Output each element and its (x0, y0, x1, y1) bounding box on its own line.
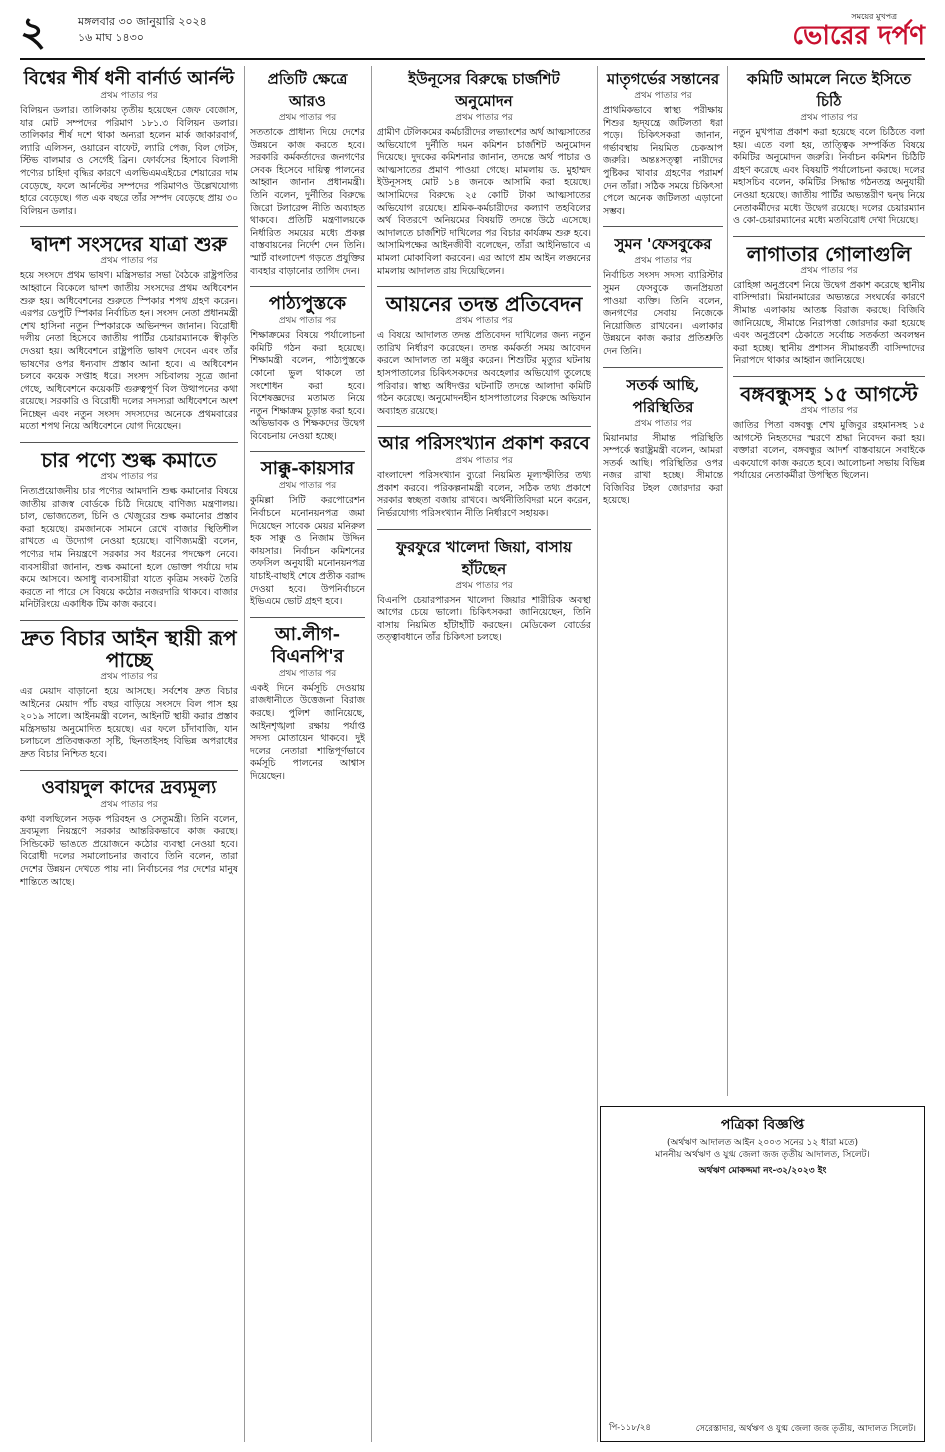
logo-tagline: সময়ের মুখপত্র (851, 12, 897, 21)
continued-label: প্রথম পাতার পর (455, 316, 513, 327)
article-suman (603, 233, 723, 358)
continued-label: প্রথম পাতার পর (455, 456, 513, 467)
continued-label: প্রথম পাতার পর (634, 418, 692, 429)
headline: মাতৃগর্ভের সন্তানের (606, 70, 720, 88)
continued-label: প্রথম পাতার পর (278, 316, 337, 327)
article-body: কথা বলছিলেন সড়ক পরিবহন ও সেতুমন্ত্রী। তিনি বলেন, দ্রব্যমূল্য নিয়ন্ত্রণে সরকার আন্তরিকভাবে কাজ করছে। সিন্ডিকেট ভাঙতে প্রয়োজনে কঠোর ব্যবস্থা নেওয়া হবে। বিরোধী দলের সমালোচনার জবাবে তিনি বলেন, তারা দেশের উন্নয়ন দেখতে পায় না। নির্বাচনের পর দেশের মানুষ শান্তিতে আছে। (20, 813, 238, 888)
divider (20, 620, 238, 621)
continued-label: প্রথম পাতার পর (800, 113, 858, 123)
continued-label: প্রথম পাতার পর (100, 672, 158, 682)
divider (733, 236, 925, 237)
newspaper-logo (792, 12, 925, 51)
headline: দ্রুত বিচার আইন স্থায়ী রূপ পাচ্ছে (21, 626, 237, 672)
continued-label: প্রথম পাতার পর (455, 113, 513, 123)
headline: বঙ্গবন্ধুসহ ১৫ আগস্টে (740, 381, 918, 406)
headline: আর পরিসংখ্যান প্রকাশ করবে (378, 433, 590, 455)
masthead (20, 10, 925, 60)
headline: লাগাতার গোলাগুলি (746, 241, 912, 266)
divider (250, 286, 365, 287)
divider (377, 426, 591, 427)
article-committee (733, 68, 925, 228)
column-4 (603, 66, 723, 1096)
article-body: নির্বাচিত সংসদ সদস্য ব্যারিস্টার সুমন ফেসবুকে জনপ্রিয়তা পাওয়া ব্যক্তি। তিনি বলেন, জনগণের সেবায় নিজেকে নিয়োজিত রাখবেন। এলাকার উন্নয়নে কাজ করার প্রতিশ্রুতি দেন তিনি। (603, 270, 723, 357)
column-rule (597, 66, 598, 1442)
headline: সাক্কু-কায়সার (260, 458, 355, 480)
headline: আ.লীগ-বিএনপি'র (271, 623, 344, 667)
date-bengali: ১৬ মাঘ ১৪৩০ (78, 31, 144, 44)
notice-title: পত্রিকা বিজ্ঞপ্তি (720, 1117, 805, 1133)
notice-reference: পি-১১৮/২৪ (609, 1423, 651, 1433)
notice-court: মাননীয় অর্থঋণ ও যুগ্ম জেলা জজ তৃতীয় আদালত, সিলেট। (655, 1150, 870, 1160)
article-body: সততাকে প্রাধান্য দিয়ে দেশের উন্নয়নে কাজ করতে হবে। সরকারি কর্মকর্তাদের জনগণের সেবক হিসেবে দায়িত্ব পালনের আহ্বান জানান প্রধানমন্ত্রী। তিনি বলেন, দুর্নীতির বিরুদ্ধে জিরো টলারেন্স নীতি অব্যাহত থাকবে। প্রতিটি মন্ত্রণালয়কে নির্ধারিত সময়ের মধ্যে প্রকল্প বাস্তবায়নের নির্দেশ দেন তিনি। স্মার্ট বাংলাদেশ গড়তে প্রযুক্তির ব্যবহার বাড়ানোর তাগিদ দেন। (250, 127, 365, 277)
continued-label: প্রথম পাতার পর (100, 256, 158, 267)
continued-label: প্রথম পাতার পর (455, 580, 513, 591)
article-body: কুমিল্লা সিটি করপোরেশন নির্বাচনে মনোনয়নপত্র জমা দিয়েছেন সাবেক মেয়র মনিরুল হক সাক্কু ও নিজাম উদ্দিন কায়সার। নির্বাচন কমিশনের তফসিল অনুযায়ী মনোনয়নপত্র যাচাই-বাছাই শেষে প্রতীক বরাদ্দ দেওয়া হবে। উপনির্বাচনে ইভিএমে ভোট গ্রহণ হবে। (250, 495, 365, 608)
article-four-products (20, 449, 238, 612)
article-body: বিলিয়ন ডলার। তালিকায় তৃতীয় হয়েছেন জেফ বেজোস, যার মোট সম্পদের পরিমাণ ১৮১.৩ বিলিয়ন ডলার। তালিকার শীর্ষ দশে থাকা অন্যরা হলেন মার্ক জাকারবার্গ, ল্যারি এলিসন, ওয়ারেন বাফেট, ল্যারি পেজ, বিল গেটস, স্টিভ বালমার ও সের্গেই ব্রিন। ফোর্বসের হিসাবে বিলাসী পণ্যের চাহিদা বৃদ্ধির কারণে এলভিএমএইচের শেয়ারের দাম বেড়েছে, ফলে আর্নল্টের সম্পদের পরিমাণও উল্লেখযোগ্য হারে বেড়েছে। গত এক বছরে তাঁর সম্পদ বেড়েছে প্রায় ৩০ বিলিয়ন ডলার। (20, 105, 238, 217)
article-textbook (250, 293, 365, 443)
column-3 (377, 66, 591, 1442)
article-speedy-trial (20, 627, 238, 762)
article-bernard (20, 68, 238, 218)
continued-label: প্রথম পাতার পর (100, 799, 158, 810)
continued-label: প্রথম পাতার পর (800, 265, 858, 276)
article-parliament (20, 233, 238, 434)
divider (250, 617, 365, 618)
divider (733, 376, 925, 377)
column-2 (250, 66, 365, 1442)
article-body: এর মেয়াদ বাড়ানো হয়ে আসছে। সর্বশেষ দ্রুত বিচার আইনের মেয়াদ পাঁচ বছর বাড়িয়ে সংসদে বিল পাস হয় ২০১৯ সালে। আইনমন্ত্রী বলেন, আইনটি স্থায়ী করার প্রস্তাব মন্ত্রিসভায় অনুমোদিত হয়েছে। এর ফলে চাঁদাবাজি, যান চলাচলে প্রতিবন্ধকতা সৃষ্টি, ছিনতাইসহ বিভিন্ন অপরাধের দ্রুত বিচার নিশ্চিত হবে। (20, 686, 238, 760)
date-lines (78, 14, 207, 46)
article-body: নতুন মুখপাত্র প্রকাশ করা হয়েছে বলে চিঠিতে বলা হয়। এতে বলা হয়, তাত্ত্বিক সম্পর্কিত বিষয়ে কমিটির অনুমোদন জরুরি। নির্বাচন কমিশন চিঠিটি গ্রহণ করেছে এবং বিষয়টি পর্যালোচনা করছে। দলের মহাসচিব বলেন, কমিটির সিদ্ধান্ত গঠনতন্ত্র অনুযায়ী নেওয়া হয়েছে। জাতীয় পার্টির অভ্যন্তরীণ দ্বন্দ্ব নিয়ে নেতাকর্মীদের মধ্যে উদ্বেগ রয়েছে। দলের চেয়ারম্যান ও কো-চেয়ারম্যানের মধ্যে মতবিরোধ দেখা দিয়েছে। (733, 127, 925, 227)
article-sakku (250, 458, 365, 608)
column-5 (733, 66, 925, 1096)
headline: সতর্ক আছি, পরিস্থিতির (626, 375, 700, 416)
divider (250, 451, 365, 452)
article-body: জাতির পিতা বঙ্গবন্ধু শেখ মুজিবুর রহমানসহ ১৫ আগস্টে নিহতদের স্মরণে শ্রদ্ধা নিবেদন করা হয়। বক্তারা বলেন, বঙ্গবন্ধুর আদর্শ বাস্তবায়নে সবাইকে একযোগে কাজ করতে হবে। আলোচনা সভায় বিভিন্ন পর্যায়ের নেতাকর্মীরা উপস্থিত ছিলেন। (733, 419, 925, 482)
article-al-bnp (250, 624, 365, 784)
article-khaleda (377, 536, 591, 645)
column-rule (727, 66, 728, 1096)
headline: বিশ্বের শীর্ষ ধনী বার্নার্ড আর্নল্ট (23, 68, 235, 89)
continued-label: প্রথম পাতার পর (800, 405, 858, 416)
article-body: গ্রামীণ টেলিকমের কর্মচারীদের লভ্যাংশের অর্থ আত্মসাতের অভিযোগে দুর্নীতি দমন কমিশন চার্জশিট অনুমোদন দিয়েছে। দুদকের কমিশনার জানান, তদন্তে অর্থ পাচার ও আত্মসাতের প্রমাণ পাওয়া গেছে। মামলায় ড. মুহাম্মদ ইউনূসসহ মোট ১৪ জনকে আসামি করা হয়েছে। আসামিদের বিরুদ্ধে ২৫ কোটি টাকা আত্মসাতের অভিযোগ রয়েছে। শ্রমিক-কর্মচারীদের কল্যাণ তহবিলের অর্থ বিতরণে অনিয়মের বিষয়টি তদন্তে উঠে এসেছে। আদালতে চার্জশিট দাখিলের পর বিচার কার্যক্রম শুরু হবে। আসামিপক্ষের আইনজীবী বলেছেন, তাঁরা আইনিভাবে এ মামলা মোকাবিলা করবেন। এর আগে শ্রম আইন লঙ্ঘনের মামলায় আদালত রায় দিয়েছিলেন। (377, 127, 591, 277)
article-body: বাংলাদেশ পরিসংখ্যান ব্যুরো নিয়মিত মূল্যস্ফীতির তথ্য প্রকাশ করবে। পরিকল্পনামন্ত্রী বলেন, সঠিক তথ্য প্রকাশে সরকার স্বচ্ছতা বজায় রাখবে। অর্থনীতিবিদরা মনে করেন, নির্ভরযোগ্য পরিসংখ্যান নীতি নির্ধারণে সহায়ক। (377, 470, 591, 520)
divider (603, 226, 723, 227)
divider (377, 529, 591, 530)
article-body: শিক্ষাক্রমের বিষয়ে পর্যালোচনা কমিটি গঠন করা হয়েছে। শিক্ষামন্ত্রী বলেন, পাঠ্যপুস্তকে কোনো ভুল থাকলে তা সংশোধন করা হবে। বিশেষজ্ঞদের মতামত নিয়ে নতুন শিক্ষাক্রম চূড়ান্ত করা হবে। অভিভাবক ও শিক্ষকদের উদ্বেগ বিবেচনায় নেওয়া হচ্ছে। (250, 330, 365, 442)
column-rule (244, 66, 245, 1442)
notice-subtitle: (অর্থঋণ আদালত আইন ২০০৩ সনের ১২ ধারা মতে) (667, 1138, 858, 1148)
article-investigation (377, 293, 591, 418)
article-careful (603, 374, 723, 509)
article-bangabandhu (733, 383, 925, 483)
article-body: নিত্যপ্রয়োজনীয় চার পণ্যের আমদানি শুল্ক কমানোর বিষয়ে জাতীয় রাজস্ব বোর্ডকে চিঠি দিয়েছে বাণিজ্য মন্ত্রণালয়। চাল, ভোজ্যতেল, চিনি ও খেজুরের শুল্ক কমানোর প্রস্তাব করা হয়েছে। রমজানকে সামনে রেখে বাজার স্থিতিশীল রাখতে এ উদ্যোগ নেওয়া হয়েছে। বাণিজ্যমন্ত্রী বলেন, পণ্যের দাম নিয়ন্ত্রণে সরকার সব ধরনের পদক্ষেপ নেবে। ব্যবসায়ীরা জানান, শুল্ক কমানো হলে ভোক্তা পর্যায়ে দাম কমে আসবে। অসাধু ব্যবসায়ীরা যাতে কৃত্রিম সংকট তৈরি করতে না পারে সে বিষয়ে কঠোর নজরদারি থাকবে। বাজার মনিটরিংয়ে একাধিক টিম কাজ করবে। (20, 486, 238, 611)
continued-label: প্রথম পাতার পর (634, 256, 692, 267)
article-body: হয়ে সংসদে প্রথম ভাষণ। মন্ত্রিসভার সভা বৈঠকে রাষ্ট্রপতির আহ্বানে বিকেলে দ্বাদশ জাতীয় সংসদের প্রথম অধিবেশন শুরু হয়। অধিবেশনের শুরুতে স্পিকার শপথ গ্রহণ করেন। এরপর ডেপুটি স্পিকার নির্বাচিত হন। সংসদ নেতা প্রধানমন্ত্রী শেখ হাসিনা নতুন স্পিকারকে অভিনন্দন জানান। বিরোধী দলীয় নেতা হিসেবে জাতীয় পার্টির চেয়ারম্যানকে স্বীকৃতি দেওয়া হয়। অধিবেশনে রাষ্ট্রপতি ভাষণ দেবেন এবং তাঁর ভাষণের ওপর ধন্যবাদ প্রস্তাব আনা হবে। এ অধিবেশন চলবে কয়েক সপ্তাহ ধরে। সংসদ সচিবালয় সূত্রে জানা গেছে, অধিবেশনে কয়েকটি গুরুত্বপূর্ণ বিল উত্থাপনের কথা রয়েছে। সরকারি ও বিরোধী দলের সদস্যরা অধিবেশনে অংশ নিচ্ছেন এবং নতুন সংসদ সদস্যদের অনেকে প্রথমবারের মতো শপথ নিয়ে অধিবেশনে যোগ দিয়েছেন। (20, 270, 238, 433)
headline: ইউনূসের বিরুদ্ধে চার্জশিট অনুমোদন (408, 70, 560, 110)
notice-case-number: অর্থঋণ মোকদ্দমা নং-৩২/২০২৩ ইং (698, 1166, 827, 1176)
divider (20, 226, 238, 227)
continued-label: প্রথম পাতার পর (100, 91, 158, 101)
article-statistics (377, 433, 591, 520)
column-1 (20, 66, 238, 1442)
article-body: এ বিষয়ে আদালত তদন্ত প্রতিবেদন দাখিলের জন্য নতুন তারিখ নির্ধারণ করেছেন। তদন্ত কর্মকর্তা সময় আবেদন করলে আদালত তা মঞ্জুর করেন। শিশুটির মৃত্যুর ঘটনায় হাসপাতালের চিকিৎসকদের অবহেলার অভিযোগ তুলেছে পরিবার। স্বাস্থ্য অধিদপ্তর ঘটনাটি তদন্তে আলাদা কমিটি গঠন করেছে। অনুমোদনহীন হাসপাতালের বিরুদ্ধে অভিযান অব্যাহত রয়েছে। (377, 330, 591, 417)
article-body: প্রাথমিকভাবে স্বাস্থ্য পরীক্ষায় শিশুর হৃদ্‌যন্ত্রে জটিলতা ধরা পড়ে। চিকিৎসকরা জানান, গর্ভাবস্থায় নিয়মিত চেকআপ জরুরি। অন্তঃসত্ত্বা নারীদের পুষ্টিকর খাবার গ্রহণের পরামর্শ দেন তাঁরা। সঠিক সময়ে চিকিৎসা পেলে অনেক জটিলতা এড়ানো সম্ভব। (603, 105, 723, 217)
article-lagatar (733, 243, 925, 368)
legal-notice (600, 1106, 925, 1442)
headline: পাঠ্যপুস্তকে (268, 293, 347, 315)
date-gregorian: মঙ্গলবার ৩০ জানুয়ারি ২০২৪ (78, 15, 207, 28)
logo-name: ভোরের দর্পণ (792, 21, 925, 51)
headline: সুমন 'ফেসবুকের (614, 235, 712, 254)
article-obaidul (20, 777, 238, 890)
article-matriculation (603, 68, 723, 218)
continued-label: প্রথম পাতার পর (278, 113, 337, 123)
divider (20, 442, 238, 443)
divider (603, 367, 723, 368)
article-body: রোহিঙ্গা অনুপ্রবেশ নিয়ে উদ্বেগ প্রকাশ করেছে স্থানীয় বাসিন্দারা। মিয়ানমারের অভ্যন্তরে সংঘর্ষের কারণে সীমান্ত এলাকায় আতঙ্ক বিরাজ করছে। বিজিবি জানিয়েছে, সীমান্তে নিরাপত্তা জোরদার করা হয়েছে এবং অনুপ্রবেশ ঠেকাতে সর্বোচ্চ সতর্কতা অবলম্বন করা হচ্ছে। স্থানীয় প্রশাসন সীমান্তবর্তী বাসিন্দাদের নিরাপদে থাকার আহ্বান জানিয়েছে। (733, 279, 925, 367)
headline: ওবায়দুল কাদের দ্রব্যমূল্য (41, 776, 217, 798)
column-rule (371, 66, 372, 1442)
article-body: মিয়ানমার সীমান্ত পরিস্থিতি সম্পর্কে স্বরাষ্ট্রমন্ত্রী বলেন, আমরা সতর্ক আছি। পরিস্থিতির ওপর নজর রাখা হচ্ছে। সীমান্তে বিজিবির টহল জোরদার করা হয়েছে। (603, 432, 723, 507)
headline: ফুরফুরে খালেদা জিয়া, বাসায় হাঁটছেন (396, 537, 572, 578)
continued-label: প্রথম পাতার পর (278, 668, 337, 679)
article-body: একই দিনে কর্মসূচি দেওয়ায় রাজধানীতে উত্তেজনা বিরাজ করছে। পুলিশ জানিয়েছে, আইনশৃঙ্খলা রক্ষায় পর্যাপ্ত সদস্য মোতায়েন থাকবে। দুই দলের নেতারা শান্তিপূর্ণভাবে কর্মসূচি পালনের আশ্বাস দিয়েছেন। (250, 682, 365, 782)
article-every-sector (250, 68, 365, 278)
headline: কমিটি আমলে নিতে ইসিতে চিঠি (746, 70, 912, 110)
page-number: ২ (20, 8, 47, 55)
headline: প্রতিটি ক্ষেত্রে আরও (267, 70, 348, 110)
continued-label: প্রথম পাতার পর (278, 481, 337, 492)
continued-label: প্রথম পাতার পর (100, 472, 158, 483)
article-body: বিএনপি চেয়ারপারসন খালেদা জিয়ার শারীরিক অবস্থা আগের চেয়ে ভালো। চিকিৎসকরা জানিয়েছেন, তিনি বাসায় নিয়মিত হাঁটাহাঁটি করছেন। মেডিকেল বোর্ডের তত্ত্বাবধানে তাঁর চিকিৎসা চলছে। (377, 594, 591, 644)
article-yunus (377, 68, 591, 278)
headline: দ্বাদশ সংসদের যাত্রা শুরু (31, 232, 227, 257)
headline: আয়নের তদন্ত প্রতিবেদন (385, 292, 583, 317)
continued-label: প্রথম পাতার পর (634, 91, 692, 101)
notice-signature: সেরেস্তাদার, অর্থঋণ ও যুগ্ম জেলা জজ তৃতীয়, আদালত সিলেট। (695, 1424, 916, 1434)
headline: চার পণ্যে শুল্ক কমাতে (41, 448, 217, 473)
divider (377, 286, 591, 287)
divider (20, 770, 238, 771)
